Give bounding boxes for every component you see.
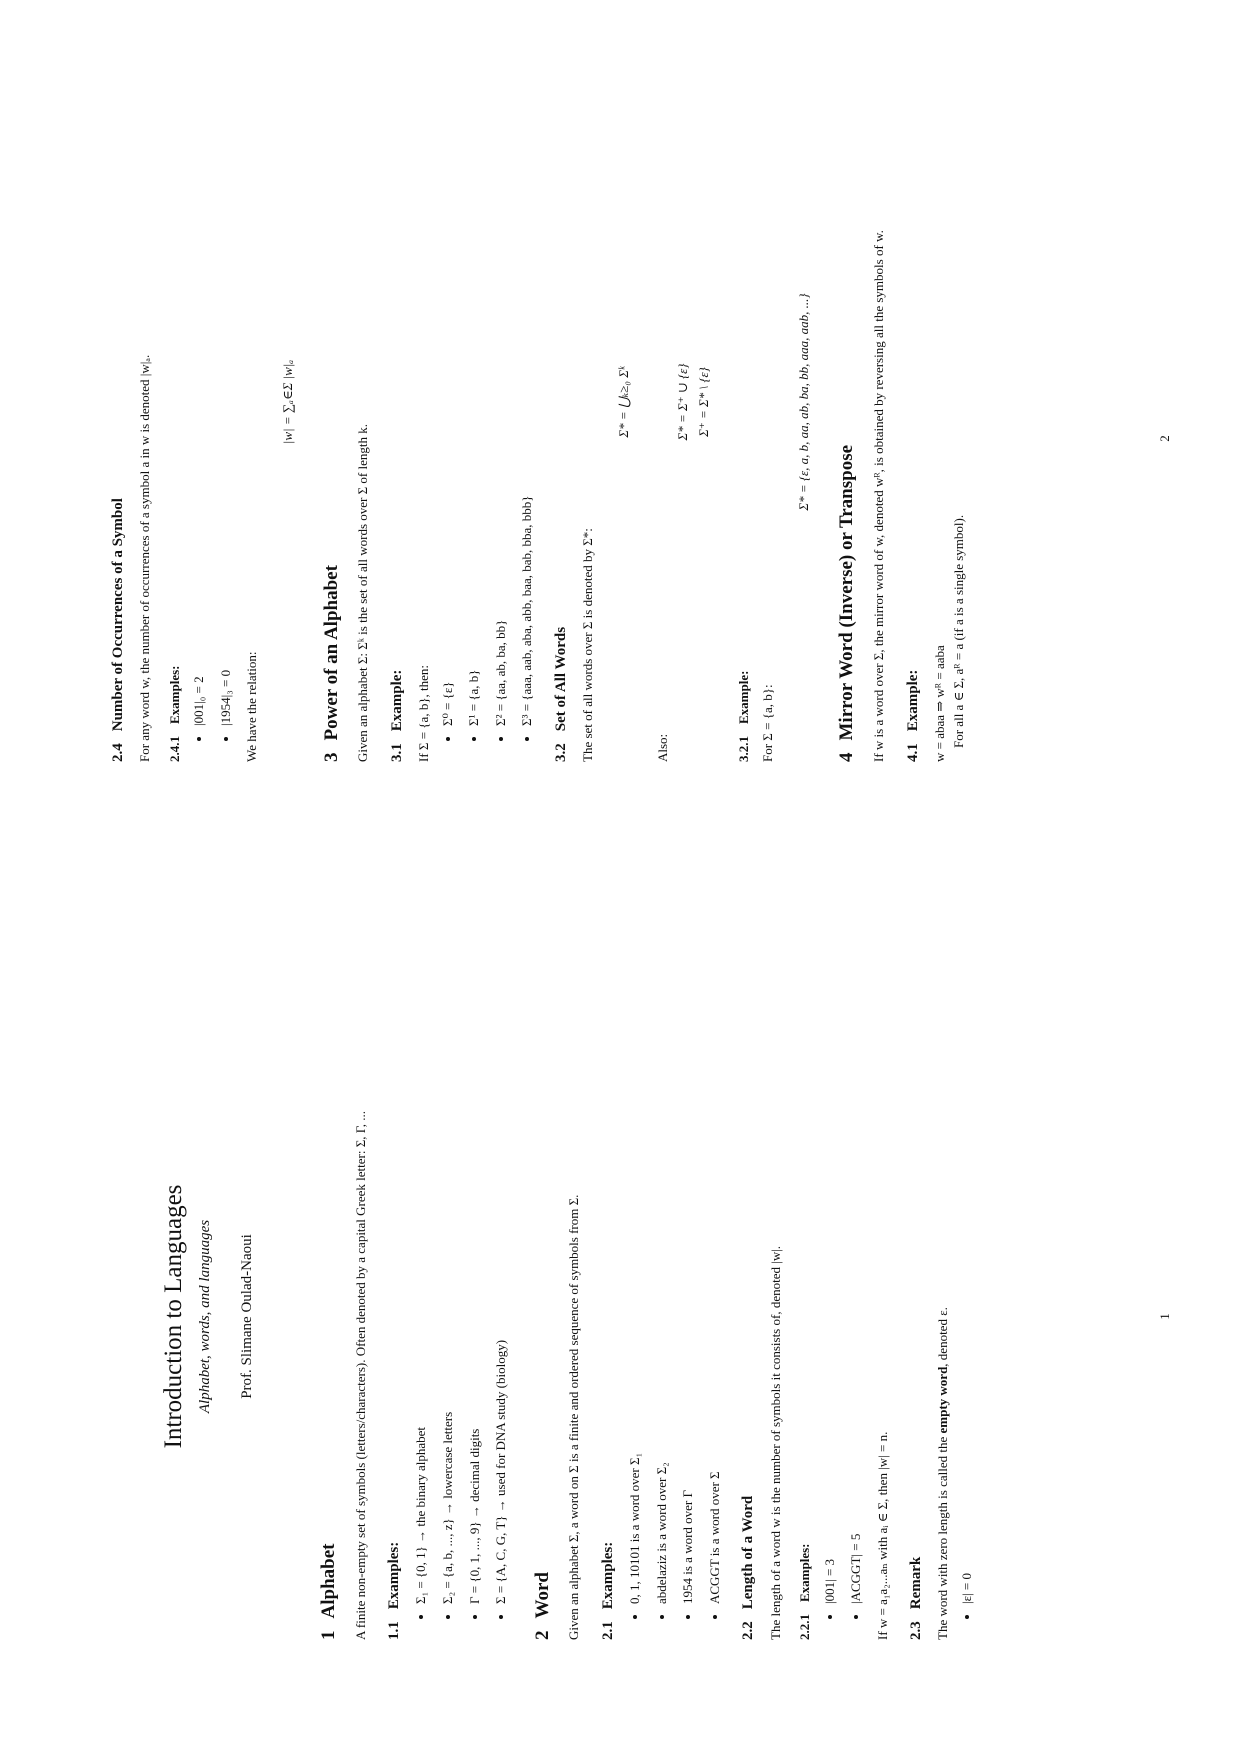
section-title: Set of All Words bbox=[552, 626, 569, 732]
list-item: • abdelaziz is a word over Σ₂ bbox=[653, 920, 671, 1604]
section-1-text: A finite non-empty set of symbols (letters/characters). Often denoted by a capital Greek letter: Σ, Γ, ... bbox=[352, 1110, 368, 1640]
section-title: Remark bbox=[908, 1556, 925, 1610]
document-author: Prof. Slimane Oulad-Naoui bbox=[239, 1234, 255, 1399]
page-number: 1 bbox=[1157, 1313, 1172, 1320]
list-item: • Σ¹ = {a, b} bbox=[465, 42, 483, 726]
relation-formula: |w| = ∑ₐ∈Σ |w|ₐ bbox=[279, 359, 295, 445]
power-examples-list bbox=[439, 42, 536, 762]
section-title: Word bbox=[531, 1572, 553, 1619]
list-item: • |ε| = 0 bbox=[958, 920, 976, 1604]
section-2-2-heading bbox=[738, 920, 758, 1640]
page-2-column bbox=[108, 42, 974, 762]
section-3-2-text: The set of all words over Σ is denoted by Σ*: bbox=[579, 528, 595, 762]
list-item: • ACGGT is a word over Σ bbox=[706, 920, 724, 1604]
list-item: • Σ = {A, C, G, T} → used for DNA study (biology) bbox=[492, 920, 510, 1604]
section-2-2-text: The length of a word w is the number of symbols it consists of, denoted |w|. bbox=[767, 1245, 783, 1640]
star-example-formula: Σ* = {ε, a, b, aa, ab, ba, bb, aaa, aab, ...} bbox=[795, 293, 811, 511]
page-number: 2 bbox=[1157, 435, 1172, 442]
list-item: • 1954 is a word over Γ bbox=[679, 920, 697, 1604]
section-2-heading bbox=[530, 920, 556, 1640]
section-title: Example: bbox=[388, 669, 405, 732]
length-definition: If w = a₁a₂...aₙ with aᵢ ∈ Σ, then |w| = n. bbox=[874, 1431, 890, 1640]
relation-intro: We have the relation: bbox=[244, 651, 260, 762]
page-1-column bbox=[296, 920, 985, 1640]
section-number: 2 bbox=[531, 1630, 553, 1640]
star-formula: Σ* = Σ⁺ ∪ {ε} bbox=[674, 363, 690, 441]
page-2 bbox=[0, 0, 1241, 877]
section-1-1-heading bbox=[384, 920, 404, 1640]
list-item: • |001| = 3 bbox=[821, 920, 839, 1604]
list-item: • Σ⁰ = {ε} bbox=[439, 42, 457, 726]
section-number: 3.2.1 bbox=[735, 736, 751, 762]
star-plus-formulas bbox=[674, 42, 713, 762]
section-number: 2.4 bbox=[110, 743, 126, 762]
section-4-heading bbox=[834, 42, 860, 762]
word-examples-list bbox=[626, 920, 723, 1640]
list-item: • Σ² = {aa, ab, ba, bb} bbox=[492, 42, 510, 726]
plus-formula: Σ⁺ = Σ* \ {ε} bbox=[696, 367, 712, 437]
alphabet-examples-list bbox=[412, 920, 509, 1640]
document-subtitle: Alphabet, words, and languages bbox=[197, 1219, 213, 1414]
section-title: Alphabet bbox=[318, 1543, 339, 1619]
section-title: Power of an Alphabet bbox=[320, 565, 342, 741]
list-item: • |001|₀ = 2 bbox=[190, 42, 208, 726]
section-3-2-1-heading bbox=[735, 42, 753, 762]
list-item: • |1954|₃ = 0 bbox=[217, 42, 235, 726]
kleene-star-formula: Σ* = ⋃ₖ≥₀ Σᵏ bbox=[615, 366, 631, 438]
remark-text-end: , denoted ε. bbox=[935, 1307, 951, 1367]
section-1-heading bbox=[316, 920, 342, 1640]
section-number: 2.3 bbox=[908, 1621, 925, 1640]
section-title: Examples: bbox=[386, 1541, 403, 1610]
section-title: Example: bbox=[735, 670, 751, 724]
section-2-3-heading bbox=[906, 920, 926, 1640]
section-title: Number of Occurrences of a Symbol bbox=[110, 498, 126, 732]
section-4-text: If w is a word over Σ, the mirror word of w, denoted wᴿ, is obtained by reversing all the symbols of w. bbox=[870, 230, 886, 762]
section-4-1-heading bbox=[903, 42, 923, 762]
section-2-text: Given an alphabet Σ, a word on Σ is a finite and ordered sequence of symbols from Σ. bbox=[566, 1194, 582, 1640]
remark-list bbox=[958, 920, 976, 1640]
section-title: Examples: bbox=[797, 1543, 813, 1602]
section-number: 2.4.1 bbox=[166, 736, 182, 762]
section-2-4-1-heading bbox=[166, 42, 184, 762]
page-1 bbox=[0, 878, 1241, 1755]
list-item: • Σ₁ = {0, 1} → the binary alphabet bbox=[412, 920, 430, 1604]
section-2-2-1-heading bbox=[796, 920, 814, 1640]
section-2-1-heading bbox=[598, 920, 618, 1640]
section-3-text: Given an alphabet Σ: Σᵏ is the set of all words over Σ of length k. bbox=[355, 424, 371, 762]
list-item: • Γ = {0, 1, ..., 9} → decimal digits bbox=[466, 920, 484, 1604]
section-title: Length of a Word bbox=[740, 1495, 757, 1610]
section-title: Example: bbox=[904, 669, 921, 732]
also-label: Also: bbox=[655, 733, 671, 762]
section-2-4-text: For any word w, the number of occurrences of a symbol a in w is denoted |w|ₐ. bbox=[137, 354, 153, 762]
remark-text bbox=[934, 920, 952, 1640]
star-example-intro: For Σ = {a, b}: bbox=[760, 684, 776, 762]
section-title: Examples: bbox=[166, 665, 182, 724]
section-number: 2.2 bbox=[740, 1621, 757, 1640]
section-number: 1 bbox=[318, 1630, 339, 1640]
section-title: Examples: bbox=[599, 1541, 616, 1610]
power-example-intro: If Σ = {a, b}, then: bbox=[415, 664, 431, 762]
section-2-4-heading bbox=[108, 42, 128, 762]
section-number: 2.2.1 bbox=[797, 1614, 813, 1640]
remark-bold-term: empty word bbox=[935, 1366, 951, 1434]
section-3-1-heading bbox=[387, 42, 407, 762]
length-examples-list bbox=[821, 920, 865, 1640]
list-item: • |ACGGT| = 5 bbox=[847, 920, 865, 1604]
mirror-example-line: w = abaa ⇒ wᴿ = aaba bbox=[931, 645, 947, 762]
section-number: 3.1 bbox=[388, 743, 405, 762]
occurrence-examples-list bbox=[190, 42, 234, 762]
section-3-2-heading bbox=[551, 42, 571, 762]
list-item: • 0, 1, 10101 is a word over Σ₁ bbox=[626, 920, 644, 1604]
section-number: 4.1 bbox=[904, 743, 921, 762]
section-title: Mirror Word (Inverse) or Transpose bbox=[836, 444, 858, 741]
section-number: 2.1 bbox=[599, 1621, 616, 1640]
list-item: • Σ³ = {aaa, aab, aba, abb, baa, bab, bba, bbb} bbox=[518, 42, 536, 726]
section-3-heading bbox=[319, 42, 345, 762]
document-title: Introduction to Languages bbox=[160, 1184, 187, 1449]
section-number: 4 bbox=[836, 752, 858, 762]
mirror-example-rule: For all a ∈ Σ, aᴿ = a (if a is a single symbol). bbox=[951, 514, 967, 748]
section-number: 3.2 bbox=[552, 743, 569, 762]
list-item: • Σ₂ = {a, b, ..., z} → lowercase letters bbox=[439, 920, 457, 1604]
section-number: 3 bbox=[320, 752, 342, 762]
remark-text-start: The word with zero length is called the bbox=[935, 1433, 951, 1640]
section-number: 1.1 bbox=[386, 1621, 403, 1640]
